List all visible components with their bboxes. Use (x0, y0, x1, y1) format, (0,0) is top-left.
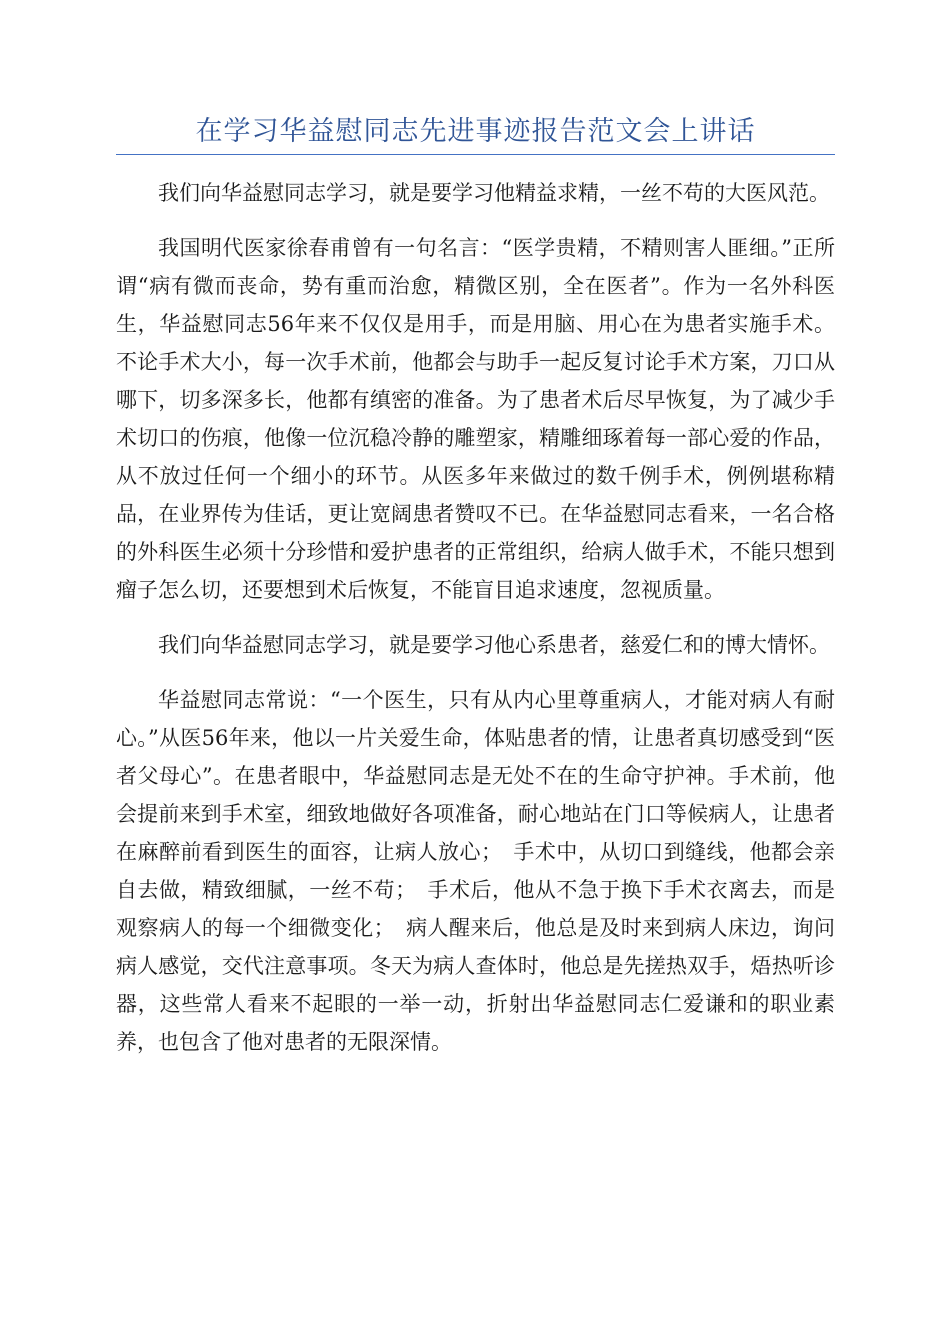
paragraph: 我国明代医家徐春甫曾有一句名言：“医学贵精，不精则害人匪细。”正所谓“病有微而丧命，势有重而治愈，精微区别，全在医者”。作为一名外科医生，华益慰同志56年来不仅仅是用手，而是用脑、用心在为患者实施手术。不论手术大小，每一次手术前，他都会与助手一起反复讨论手术方案，刀口从哪下，切多深多长，他都有缜密的准备。为了患者术后尽早恢复，为了减少手术切口的伤痕，他像一位沉稳冷静的雕塑家，精雕细琢着每一部心爱的作品，从不放过任何一个细小的环节。从医多年来做过的数千例手术，例例堪称精品，在业界传为佳话，更让宽阔患者赞叹不已。在华益慰同志看来，一名合格的外科医生必须十分珍惜和爱护患者的正常组织，给病人做手术，不能只想到瘤子怎么切，还要想到术后恢复，不能盲目追求速度，忽视质量。 (116, 236, 835, 602)
paragraph: 我们向华益慰同志学习，就是要学习他精益求精，一丝不苟的大医风范。 (158, 181, 830, 205)
document-title: 在学习华益慰同志先进事迹报告范文会上讲话 (195, 116, 756, 147)
paragraph: 我们向华益慰同志学习，就是要学习他心系患者，慈爱仁和的博大情怀。 (158, 633, 830, 657)
paragraph: 华益慰同志常说：“一个医生，只有从内心里尊重病人，才能对病人有耐心。”从医56年来，他以一片关爱生命，体贴患者的情，让患者真切感受到“医者父母心”。在患者眼中，华益慰同志是无处不在的生命守护神。手术前，他会提前来到手术室，细致地做好各项准备，耐心地站在门口等候病人，让患者在麻醉前看到医生的面容，让病人放心； 手术中，从切口到缝线，他都会亲自去做，精致细腻，一丝不苟； 手术后，他从不急于换下手术衣离去，而是观察病人的每一个细微变化； 病人醒来后，他总是及时来到病人床边，询问病人感觉，交代注意事项。冬天为病人查体时，他总是先搓热双手，焐热听诊器，这些常人看来不起眼的一举一动，折射出华益慰同志仁爱谦和的职业素养，也包含了他对患者的无限深情。 (116, 688, 835, 1054)
document-body (116, 174, 835, 1078)
title-underline (116, 154, 835, 155)
